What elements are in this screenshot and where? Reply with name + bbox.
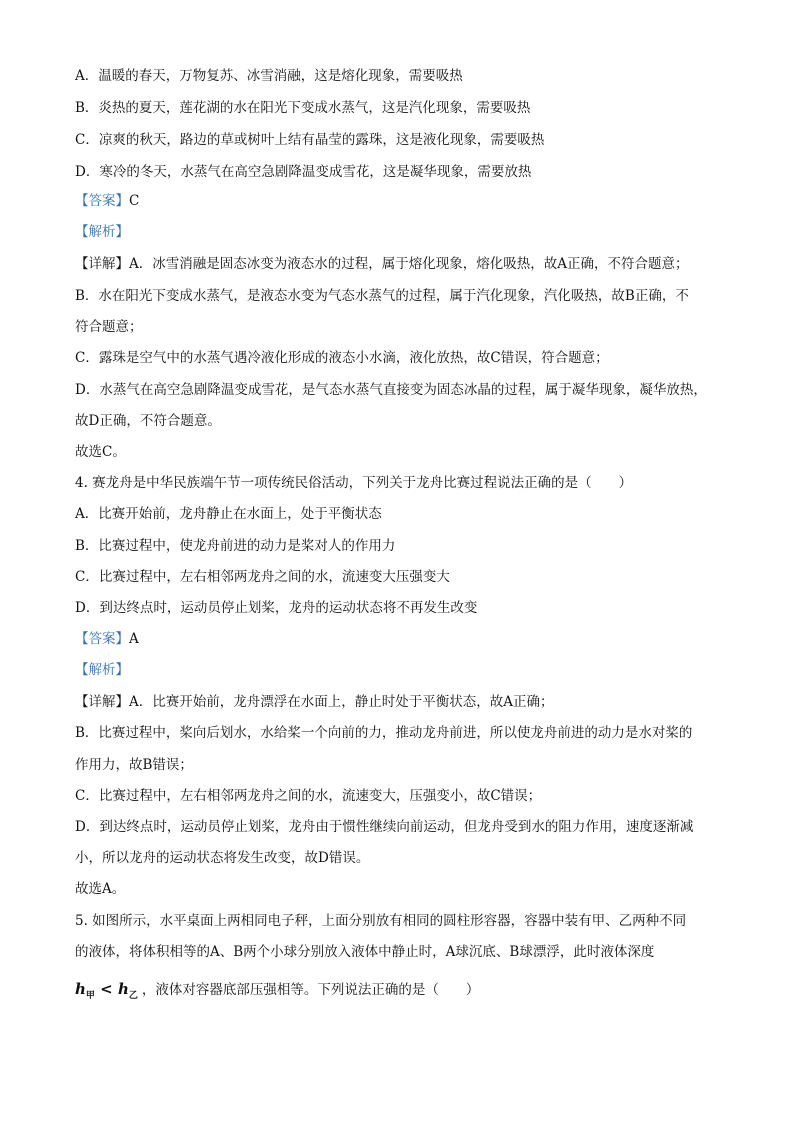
q4-option-d: D．到达终点时，运动员停止划桨，龙舟的运动状态将不再发生改变 <box>75 600 478 616</box>
detail-tag: 【详解】 <box>75 694 129 710</box>
q5-stem-line: 5. 如图所示，水平桌面上两相同电子秤，上面分别放有相同的圆柱形容器，容器中装有甲、乙两种不同 <box>75 913 687 929</box>
q4-detail-line: B．比赛过程中，桨向后划水，水给桨一个向前的力，推动龙舟前进，所以使龙舟前进的动力是水对桨的 <box>75 725 693 741</box>
q3-detail-line: C．露珠是空气中的水蒸气遇冷液化形成的液态小水滴，液化放热，故C错误，符合题意； <box>75 350 609 366</box>
subscript-yi: 乙 <box>128 991 138 1001</box>
detail-text: A．冰雪消融是固态冰变为液态水的过程，属于熔化现象，熔化吸热，故A正确，不符合题意； <box>129 256 689 272</box>
q5-stem-line: 的液体，将体积相等的A、B两个小球分别放入液体中静止时，A球沉底、B球漂浮，此时液体深度 <box>75 944 655 960</box>
answer-value: C <box>129 193 140 209</box>
answer-tag: 【答案】 <box>75 631 129 647</box>
q3-detail-line: 符合题意； <box>75 319 143 335</box>
q4-option-c: C．比赛过程中，左右相邻两龙舟之间的水，流速变大压强变大 <box>75 569 450 585</box>
answer-value: A <box>129 631 139 647</box>
q3-detail-line <box>75 255 725 273</box>
q4-analysis-tag: 【解析】 <box>75 662 129 678</box>
h-symbol: h <box>117 980 129 998</box>
q3-option-d: D．寒冷的冬天，水蒸气在高空急剧降温变成雪花，这是凝华现象，需要放热 <box>75 164 532 180</box>
q3-analysis-tag: 【解析】 <box>75 224 129 240</box>
q4-stem: 4. 赛龙舟是中华民族端午节一项传统民俗活动，下列关于龙舟比赛过程说法正确的是（ ） <box>75 475 633 491</box>
detail-tag: 【详解】 <box>75 256 129 272</box>
q3-option-b: B．炎热的夏天，莲花湖的水在阳光下变成水蒸气，这是汽化现象，需要吸热 <box>75 100 531 116</box>
q5-depth-formula <box>75 978 479 1007</box>
q4-detail-line: 小，所以龙舟的运动状态将发生改变，故D错误。 <box>75 850 370 866</box>
q3-answer <box>75 192 725 210</box>
less-than-symbol: < <box>94 980 118 998</box>
q4-detail-line <box>75 693 725 711</box>
q3-detail-line: 故D正确，不符合题意。 <box>75 413 221 429</box>
q3-choose: 故选C。 <box>75 444 126 460</box>
q4-detail-line: D．到达终点时，运动员停止划桨，龙舟由于惯性继续向前运动，但龙舟受到水的阻力作用，速度逐渐减 <box>75 819 694 835</box>
q3-detail-line: B．水在阳光下变成水蒸气，是液态水变为气态水蒸气的过程，属于汽化现象，汽化吸热，故B正确，不 <box>75 288 689 304</box>
q3-option-c: C．凉爽的秋天，路边的草或树叶上结有晶莹的露珠，这是液化现象，需要吸热 <box>75 132 545 148</box>
q4-detail-line: C．比赛过程中，左右相邻两龙舟之间的水，流速变大，压强变小，故C错误； <box>75 788 542 804</box>
h-symbol: h <box>75 980 86 998</box>
subscript-jia: 甲 <box>85 991 95 1001</box>
q4-detail-line: 作用力，故B错误； <box>75 757 193 773</box>
q3-option-a: A．温暖的春天，万物复苏、冰雪消融，这是熔化现象，需要吸热 <box>75 68 463 84</box>
detail-text: A．比赛开始前，龙舟漂浮在水面上，静止时处于平衡状态，故A正确； <box>129 694 554 710</box>
answer-tag: 【答案】 <box>75 193 129 209</box>
q5-stem-line: ，液体对容器底部压强相等。下列说法正确的是（ ） <box>141 982 480 998</box>
q4-option-a: A．比赛开始前，龙舟静止在水面上，处于平衡状态 <box>75 506 382 522</box>
q4-answer <box>75 630 725 648</box>
q4-option-b: B．比赛过程中，使龙舟前进的动力是桨对人的作用力 <box>75 538 396 554</box>
q4-choose: 故选A。 <box>75 881 126 897</box>
q3-detail-line: D．水蒸气在高空急剧降温变成雪花，是气态水蒸气直接变为固态冰晶的过程，属于凝华现象，凝华放热， <box>75 382 707 398</box>
